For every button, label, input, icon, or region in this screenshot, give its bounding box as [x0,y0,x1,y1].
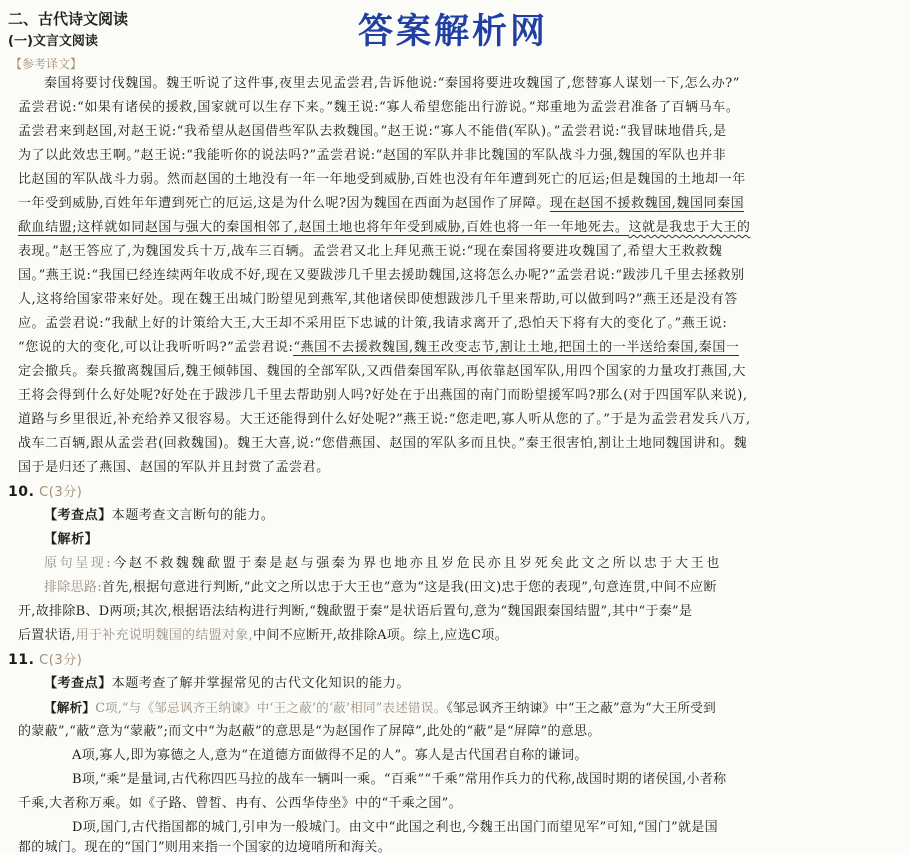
translation-line: 应。孟尝君说:“我献上好的计策给大王,大王却不采用臣下忠诚的计策,我请求离开了,恐怕天下将有大的变化了。”燕王说: [18,316,728,331]
option-b-line: 千乘,大者称万乘。如《子路、曾皙、冉有、公西华侍坐》中的“千乘之国”。 [18,796,462,811]
q10-original-sentence [44,552,886,576]
analysis-text: 中间不应断开,故排除A项。综上,应选C项。 [252,628,508,643]
translation-line: 表现。”赵王答应了,为魏国发兵十万,战车三百辆。孟尝君又北上拜见燕王说:“现在秦国将要进攻魏国了,希望大王救救魏 [18,244,723,259]
answer: C(3分) [39,653,83,668]
translation-line: 战车二百辆,跟从孟尝君(回救魏国)。魏王大喜,说:“您借燕国、赵国的军队多而且快。”秦王很害怕,割让土地同魏国讲和。魏 [18,436,748,451]
option-b-line: B项,“乘”是量词,古代称四匹马拉的战车一辆叫一乘。“百乘”“千乘”常用作兵力的代称,战国时期的诸侯国,小者称 [72,772,727,787]
original-text: 今赵不救魏魏歃盟于秦是赵与强秦为界也地亦且岁危民亦且岁死矣此文之所以忠于大王也 [113,556,722,571]
subsection-title: (一)文言文阅读 [8,34,98,49]
wavy-underlined-text: 这就是我忠于大王的 [628,220,751,235]
underlined-text: 现在赵国不援救魏国,魏国同秦国 [549,196,745,211]
translation-line: 国于是归还了燕国、赵国的军队并且封赏了孟尝君。 [18,460,330,475]
translation-line: 人,这将给国家带来好处。现在魏王出城门盼望见到燕军,其他诸侯即使想跋涉几千里来帮助,可以做到吗?”燕王还是没有答 [18,292,738,307]
section-title: 二、古代诗文阅读 [8,10,129,28]
q11-analysis-line: 的蒙蔽”,“蔽”意为“蒙蔽”;而文中“为赵蔽”的意思是“为赵国作了屏障”,此处的“蔽”是“屏障”的意思。 [18,724,601,739]
translation-line: 孟尝君说:“如果有诸侯的援救,国家就可以生存下来。”魏王说:“寡人希望您能出行游说。”郑重地为孟尝君准备了百辆马车。 [18,100,740,115]
option-d-line: 都的城门。现在的“国门”则用来指一个国家的边境哨所和海关。 [18,840,391,855]
translation-text: “您说的大的变化,可以让我听听吗?”孟尝君说: [18,340,294,355]
option-c-text: 《邹忌讽齐王纳谏》中“王之蔽”意为“大王所受到 [446,700,716,715]
question-number: 11. [8,652,35,668]
translation-line: 为了以此效忠王啊。”赵王说:“我能听你的说法吗?”孟尝君说:“赵国的军队并非比魏国的军队战斗力强,魏国的军队也并非 [18,148,727,163]
exclude-label: 排除思路: [44,580,102,595]
translation-line: 定会撤兵。秦兵撤离魏国后,魏王倾韩国、魏国的全部军队,又西借秦国军队,再依靠赵国军队,用四个国家的力量攻打燕国,大 [18,364,747,379]
q11-point [44,672,886,696]
analysis-grey-text: 用于补充说明魏国的结盟对象, [75,628,253,643]
point-text: 本题考查了解并掌握常见的古代文化知识的能力。 [111,676,410,691]
question-11-header [8,648,876,672]
question-10-header [8,480,876,504]
option-d-line: D项,国门,古代指国都的城门,引申为一般城门。由文中“此国之利也,今魏王出国门而望见军”可知,“国门”就是国 [72,820,718,835]
answer: C(3分) [39,485,83,500]
q10-point [44,504,886,528]
translation-line: 道路与乡里很近,补充给养又很容易。大王还能得到什么好处呢?”燕王说:“您走吧,寡人听从您的了。”于是为孟尝君发兵八万, [18,412,751,427]
translation-line: 秦国将要讨伐魏国。魏王听说了这件事,夜里去见孟尝君,告诉他说:“秦国将要进攻魏国了,您替寡人谋划一下,怎么办?” [44,76,740,91]
translation-text: 一年受到威胁,百姓年年遭到死亡的厄运,这是为什么呢?因为魏国在西面为赵国作了屏障。 [18,196,550,211]
point-tag: 【考查点】 [44,676,112,691]
underlined-text: 歃血结盟;这样就如同赵国与强大的秦国相邻了,赵国土地也将年年受到威胁,百姓也将一年一年地死去。 [18,220,629,235]
q10-analysis-line [18,624,886,648]
translation-line: 国。”燕王说:“我国已经连续两年收成不好,现在又要跋涉几千里去援助魏国,这将怎么办呢?”孟尝君说:“跋涉几千里去拯救别 [18,268,745,283]
point-tag: 【考查点】 [44,508,112,523]
q10-analysis-line: 开,故排除B、D两项;其次,根据语法结构进行判断,“魏歃盟于秦”是状语后置句,意为“魏国跟秦国结盟”,其中“于秦”是 [18,604,693,619]
q10-exclude-line [44,576,886,600]
point-text: 本题考查文言断句的能力。 [111,508,275,523]
watermark-banner: 答案解析网 [358,12,549,52]
analysis-tag: 【解析】 [44,532,99,547]
q11-analysis-line [44,696,886,720]
translation-line: 孟尝君来到赵国,对赵王说:“我希望从赵国借些军队去救魏国。”赵王说:“寡人不能借(军队)。”孟尝君说:“我冒昧地借兵,是 [18,124,727,139]
translation-line [18,336,886,360]
translation-line: 王将会得到什么好处呢?好处在于跋涉几千里去帮助别人吗?好处在于出燕国的南门而盼望援军吗?那么(对于四国军队来说), [18,388,748,403]
underlined-text: “燕国不去援救魏国,魏王改变志节,割让土地,把国土的一半送给秦国,秦国一 [293,340,740,355]
option-a-line: A项,寡人,即为寡德之人,意为“在道德方面做得不足的人”。寡人是古代国君自称的谦词。 [72,748,588,763]
analysis-text: 后置状语, [18,628,76,643]
exclude-text: 首先,根据句意进行判断,“此文之所以忠于大王也”意为“这是我(田文)忠于您的表现”,句意连贯,中间不应断 [101,580,717,595]
question-number: 10. [8,484,35,500]
original-label: 原句呈现: [44,556,114,571]
reference-translation-tag: 【参考译文】 [10,57,83,71]
analysis-tag: 【解析】 [44,700,96,715]
translation-line [18,192,886,216]
q10-analysis-tag [44,528,886,552]
option-c-grey-text: C项,“与《邹忌讽齐王纳谏》中‘王之蔽’的‘蔽’相同”表述错误。 [95,700,447,715]
translation-line [18,216,886,240]
translation-line: 比赵国的军队战斗力弱。然而赵国的土地没有一年一年地受到威胁,百姓也没有年年遭到死亡的厄运;但是魏国的土地却一年 [18,172,746,187]
